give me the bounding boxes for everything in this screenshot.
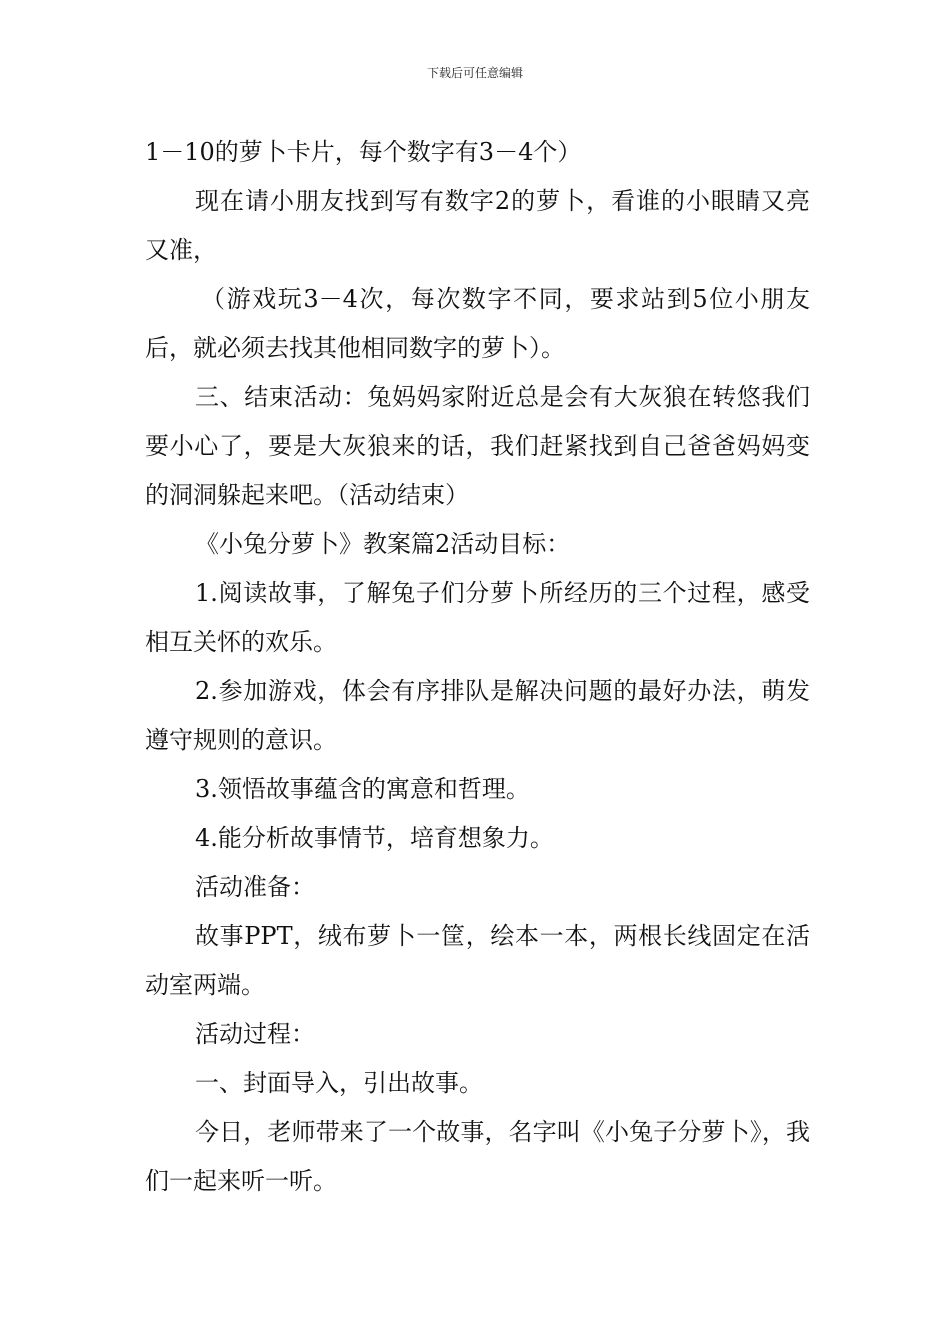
document-body [145, 128, 810, 1206]
paragraph-12: 活动过程： [195, 1020, 315, 1048]
paragraph-5: 《小兔分萝卜》教案篇2活动目标： [195, 530, 571, 558]
paragraph-11: 故事PPT，绒布萝卜一筐，绘本一本，两根长线固定在活动室两端。 [145, 922, 810, 999]
paragraph-10: 活动准备： [195, 873, 315, 901]
paragraph-13: 一、封面导入，引出故事。 [195, 1069, 483, 1097]
paragraph-2: 现在请小朋友找到写有数字2的萝卜，看谁的小眼睛又亮又准， [145, 187, 810, 264]
paragraph-9: 4.能分析故事情节，培育想象力。 [195, 824, 554, 852]
paragraph-7: 2.参加游戏，体会有序排队是解决问题的最好办法，萌发遵守规则的意识。 [145, 677, 810, 754]
paragraph-4: 三、结束活动：兔妈妈家附近总是会有大灰狼在转悠我们要小心了，要是大灰狼来的话，我们赶紧找到自己爸爸妈妈变的洞洞躲起来吧。（活动结束） [145, 383, 810, 509]
paragraph-14: 今日，老师带来了一个故事，名字叫《小兔子分萝卜》，我们一起来听一听。 [145, 1118, 810, 1195]
paragraph-6: 1.阅读故事，了解兔子们分萝卜所经历的三个过程，感受相互关怀的欢乐。 [145, 579, 810, 656]
paragraph-8: 3.领悟故事蕴含的寓意和哲理。 [195, 775, 530, 803]
paragraph-3: （游戏玩3－4次，每次数字不同，要求站到5位小朋友后，就必须去找其他相同数字的萝卜）。 [145, 285, 810, 362]
paragraph-1: 1－10的萝卜卡片，每个数字有3－4个） [145, 138, 582, 166]
page-header: 下载后可任意编辑 [426, 66, 523, 80]
